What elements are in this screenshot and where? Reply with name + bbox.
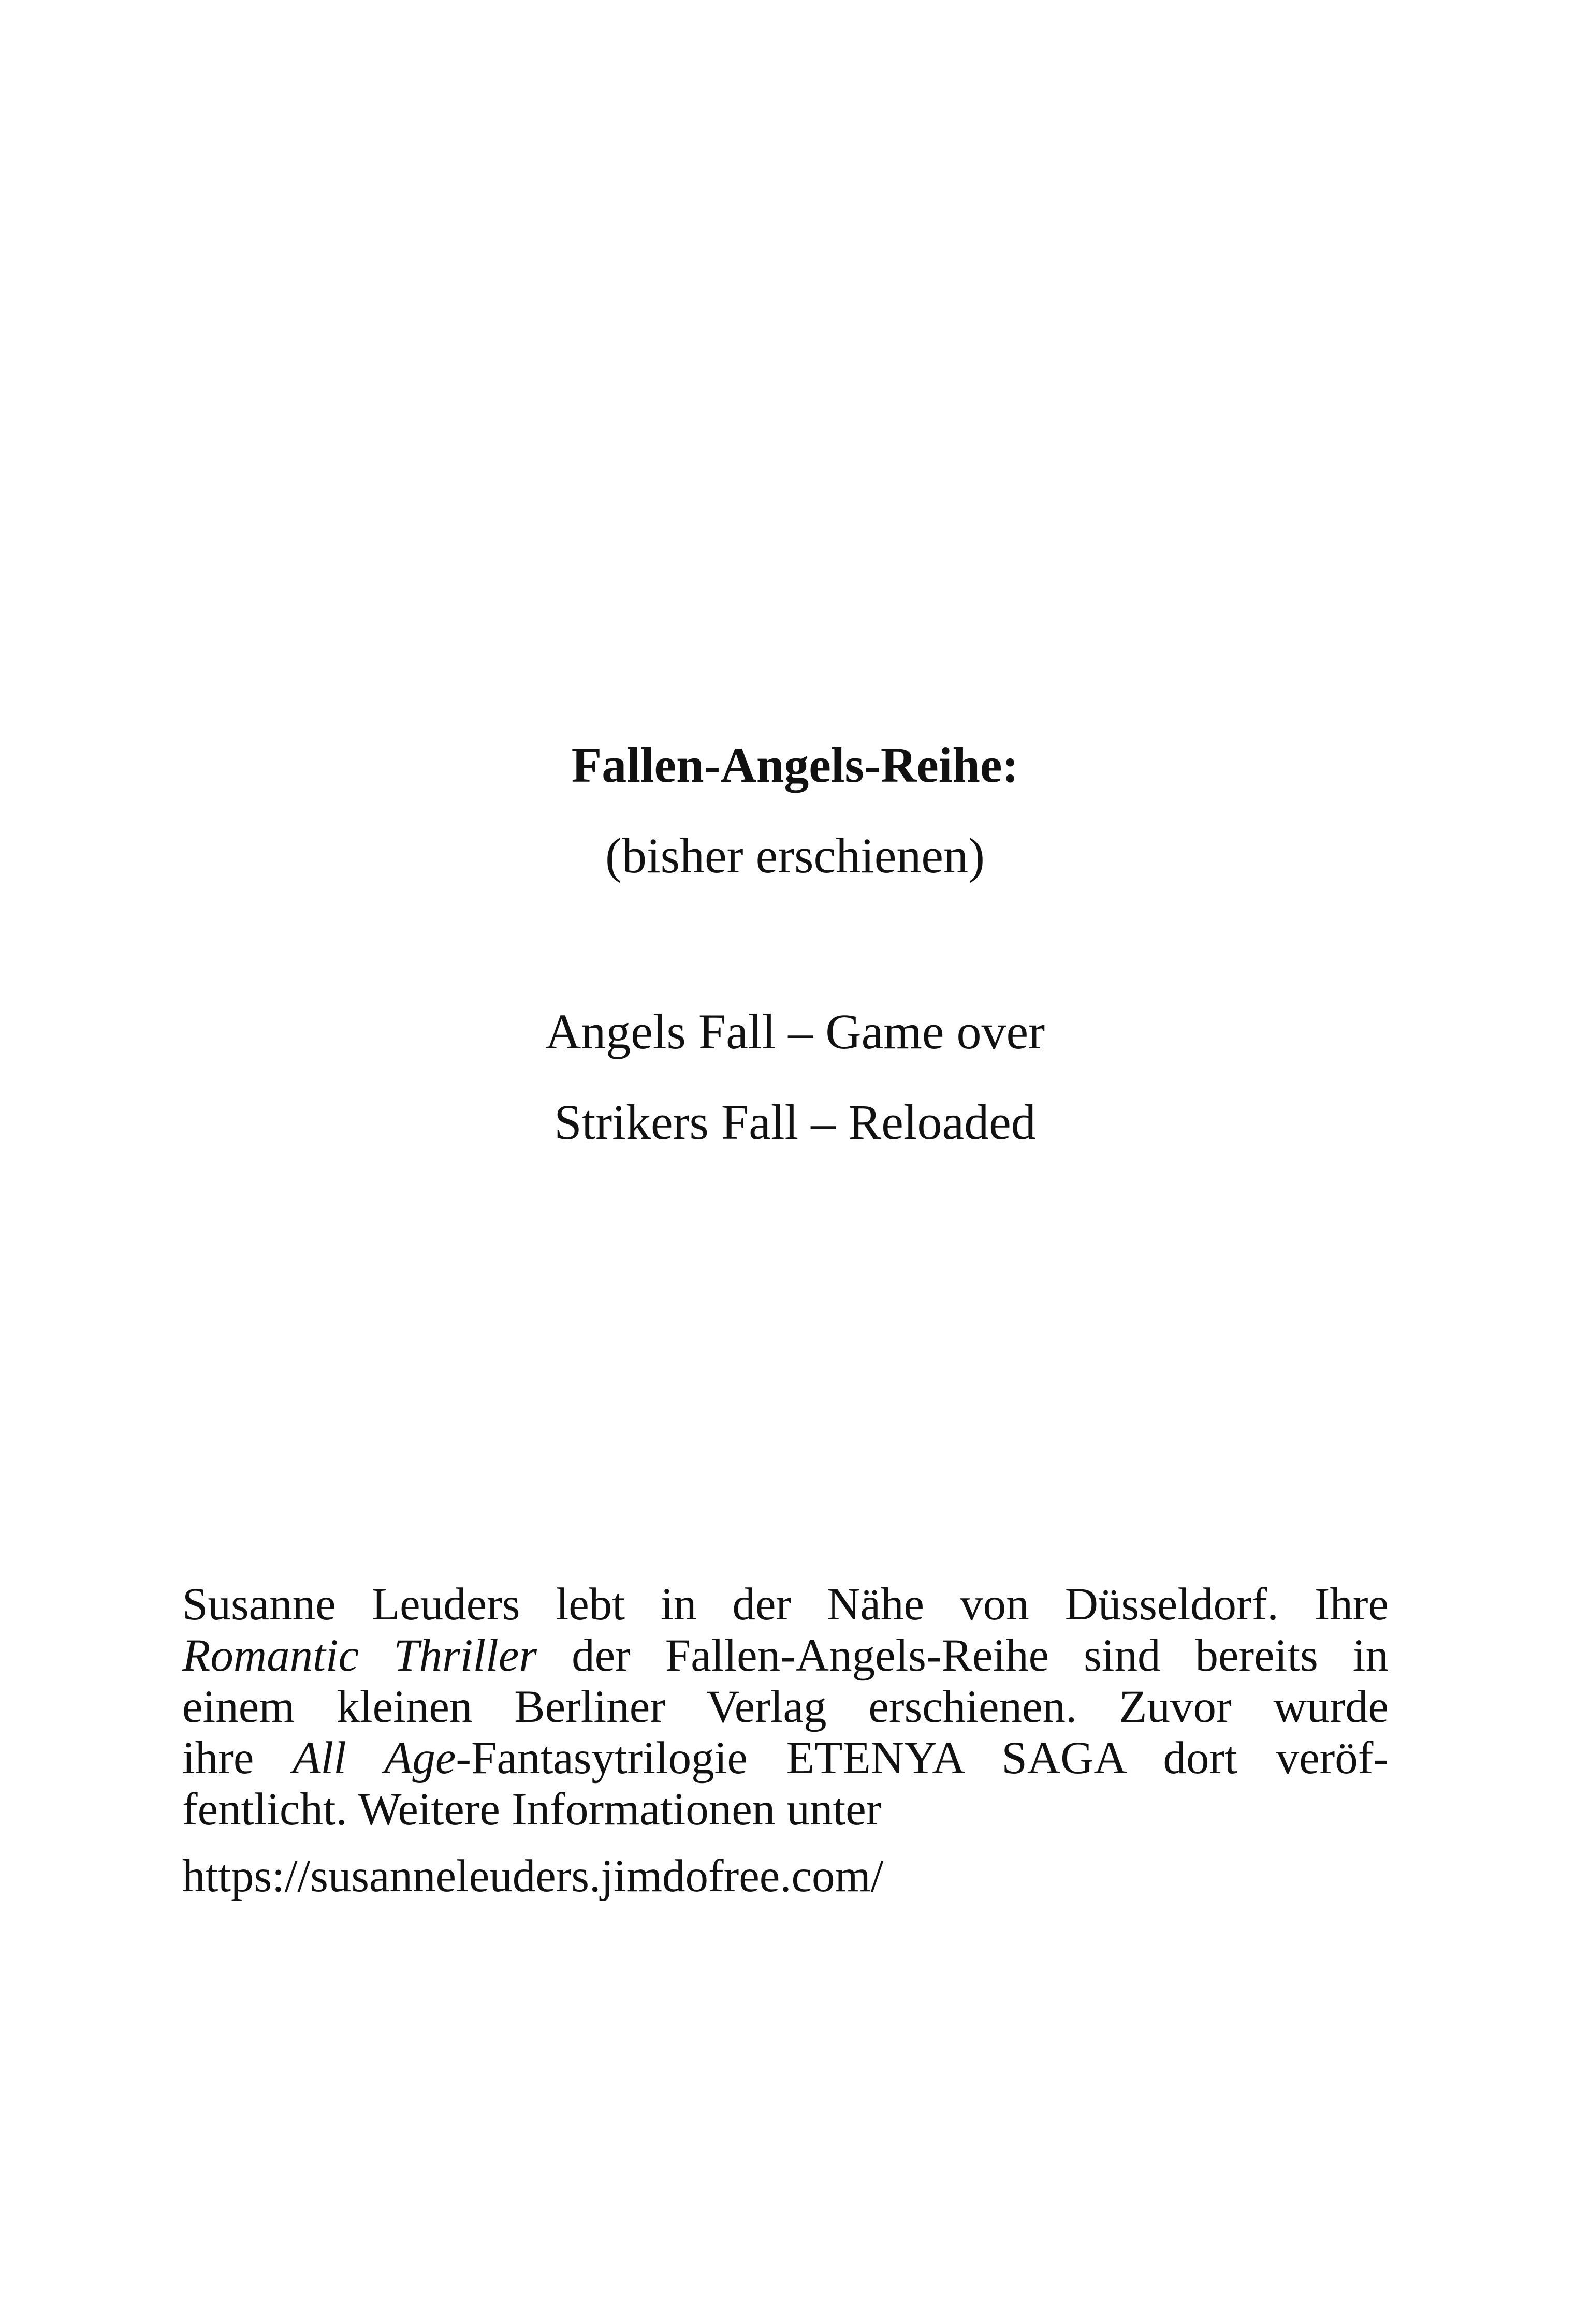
bio-text: ihre	[182, 1733, 293, 1784]
bio-line	[182, 1733, 1389, 1784]
bio-italic-text: All Age	[293, 1733, 456, 1784]
bio-italic-text: Romantic Thriller	[182, 1630, 537, 1681]
author-website-url: https://susanneleuders.jimdofree.com/	[182, 1851, 884, 1902]
bio-text: einem kleinen Berliner Verlag erschienen. Zuvor wurde	[182, 1682, 1389, 1732]
series-title: Fallen-Angels-Reihe:	[571, 737, 1019, 793]
author-bio	[182, 1579, 1389, 1835]
book-list	[0, 1004, 1590, 1188]
series-heading-block	[0, 737, 1590, 898]
bio-text: -Fantasytrilogie ETENYA SAGA dort veröf-	[456, 1733, 1389, 1784]
bio-line	[182, 1579, 1389, 1630]
series-subtitle: (bisher erschienen)	[605, 828, 985, 883]
book-title: Angels Fall – Game over	[545, 1004, 1045, 1059]
book-title: Strikers Fall – Reloaded	[554, 1094, 1036, 1150]
bio-line	[182, 1682, 1389, 1733]
bio-line	[182, 1630, 1389, 1682]
bio-line	[182, 1784, 1389, 1835]
bio-text: der Fallen-Angels-Reihe sind bereits in	[537, 1630, 1389, 1681]
bio-text: Susanne Leuders lebt in der Nähe von Düsseldorf. Ihre	[182, 1579, 1389, 1630]
bio-text: fentlicht. Weitere Informationen unter	[182, 1784, 882, 1835]
